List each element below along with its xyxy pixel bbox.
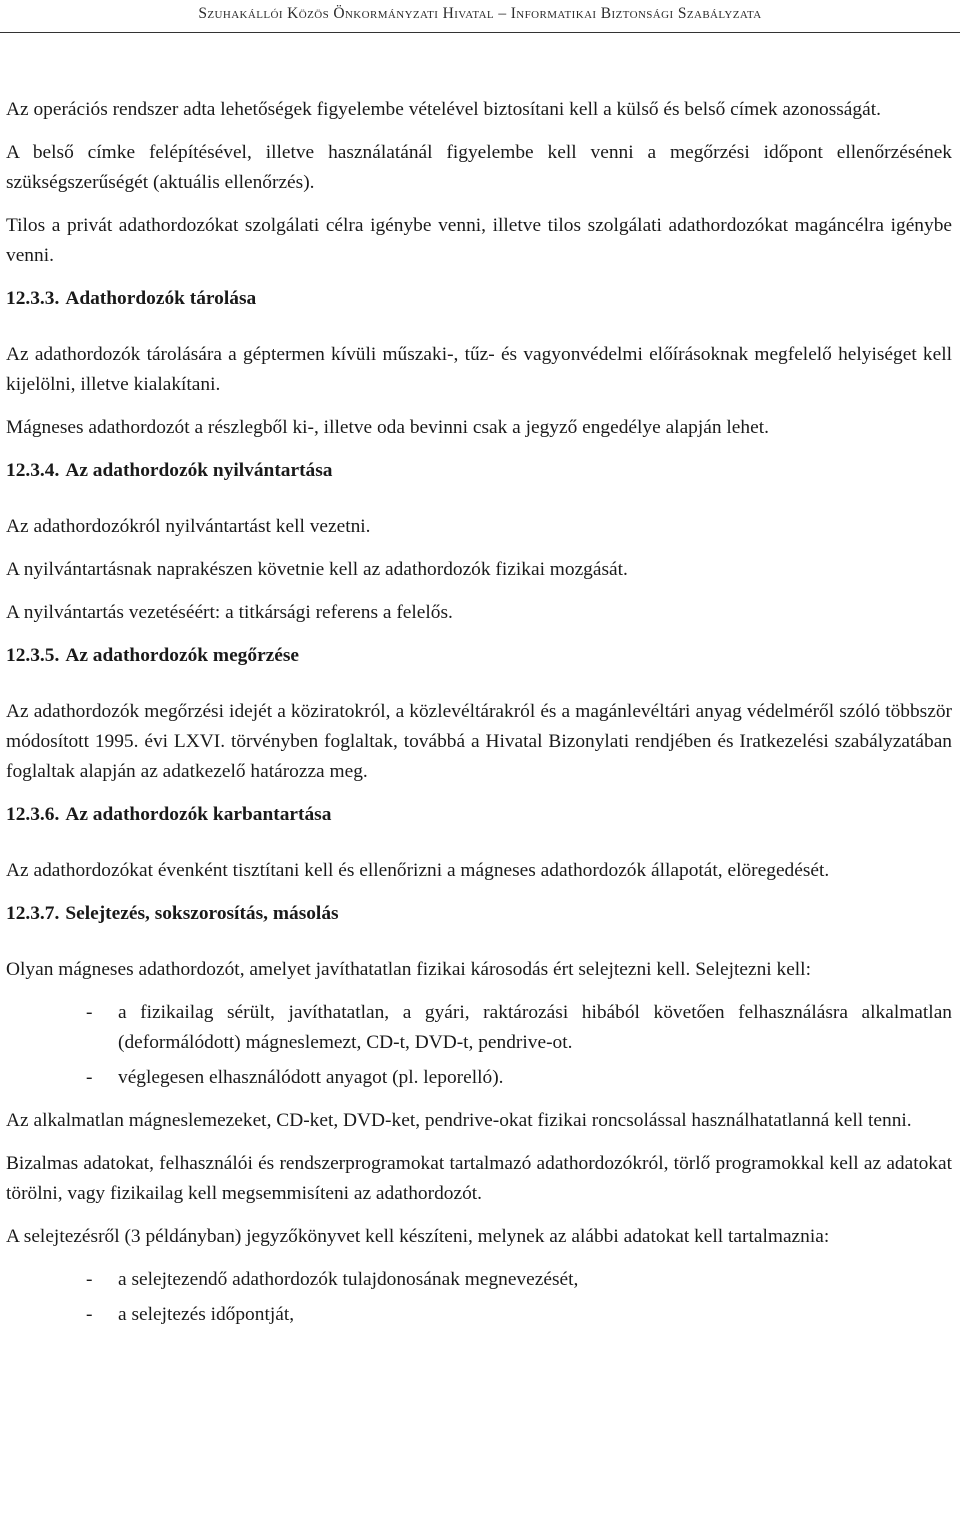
list-item-text: a selejtezendő adathordozók tulajdonosának megnevezését, [118, 1269, 579, 1290]
section-heading-12-3-3 [6, 284, 952, 314]
list-dash: - [86, 1269, 93, 1290]
paragraph: Az adathordozókat évenként tisztítani kell és ellenőrizni a mágneses adathordozók állapotát, elöregedését. [6, 860, 830, 881]
section-heading-12-3-5 [6, 641, 952, 671]
header-divider [0, 32, 960, 33]
list-item [6, 1265, 952, 1295]
paragraph: Bizalmas adatokat, felhasználói és rendszerprogramokat tartalmazó adathordozókról, törlő programokkal kell az adatokat törölni, vagy fizikailag kell megsemmisíteni az adathordozót. [6, 1153, 952, 1204]
list-dash: - [86, 1067, 93, 1088]
paragraph: A nyilvántartásnak naprakészen követnie kell az adathordozók fizikai mozgását. [6, 559, 628, 580]
paragraph: Mágneses adathordozót a részlegből ki-, illetve oda bevinni csak a jegyző engedélye alapján lehet. [6, 417, 769, 438]
list-item-text: a selejtezés időpontját, [118, 1304, 295, 1325]
paragraph: A belső címke felépítésével, illetve használatánál figyelembe kell venni a megőrzési időpont ellenőrzésének szükségszerűségét (aktuális ellenőrzés). [6, 142, 952, 193]
list-dash: - [86, 1304, 93, 1325]
list-item [6, 1300, 952, 1330]
document-title: Szuhakállói Közös Önkormányzati Hivatal – Informatikai Biztonsági Szabályzata [198, 5, 762, 22]
paragraph: Olyan mágneses adathordozót, amelyet javíthatatlan fizikai károsodás ért selejtezni kell. Selejtezni kell: [6, 959, 811, 980]
paragraph: Az adathordozókról nyilvántartást kell vezetni. [6, 516, 371, 537]
section-title: Selejtezés, sokszorosítás, másolás [65, 903, 339, 924]
section-number: 12.3.3. [6, 288, 60, 309]
dash-list [6, 1265, 952, 1330]
dash-list [6, 998, 952, 1093]
list-item [6, 1063, 952, 1093]
paragraph: Az adathordozók tárolására a géptermen kívüli műszaki-, tűz- és vagyonvédelmi előírásoknak megfelelő helyiséget kell kijelölni, illetve kialakítani. [6, 344, 952, 395]
section-number: 12.3.6. [6, 804, 60, 825]
section-title: Az adathordozók nyilvántartása [65, 460, 333, 481]
section-number: 12.3.7. [6, 903, 60, 924]
paragraph: A nyilvántartás vezetéséért: a titkársági referens a felelős. [6, 602, 453, 623]
section-heading-12-3-6 [6, 800, 952, 830]
paragraph: Az operációs rendszer adta lehetőségek figyelembe vételével biztosítani kell a külső és belső címek azonosságát. [6, 99, 881, 120]
paragraph: Tilos a privát adathordozókat szolgálati célra igénybe venni, illetve tilos szolgálati adathordozókat magáncélra igénybe venni. [6, 215, 952, 266]
section-number: 12.3.5. [6, 645, 60, 666]
section-number: 12.3.4. [6, 460, 60, 481]
section-title: Az adathordozók megőrzése [65, 645, 300, 666]
document-body [6, 95, 952, 1343]
list-dash: - [86, 1002, 93, 1023]
paragraph: Az alkalmatlan mágneslemezeket, CD-ket, DVD-ket, pendrive-okat fizikai roncsolással használhatatlanná kell tenni. [6, 1110, 912, 1131]
list-item [6, 998, 952, 1058]
paragraph: Az adathordozók megőrzési idejét a köziratokról, a közlevéltárakról és a magánlevéltári anyag védelméről szóló többször módosított 1995. évi LXVI. törvényben foglaltak, továbbá a Hivatal Bizonylati rendjében és Iratkezelési szabályzatában foglaltak alapján az adatkezelő határozza meg. [6, 701, 952, 782]
section-title: Az adathordozók karbantartása [65, 804, 332, 825]
list-item-text: véglegesen elhasználódott anyagot (pl. leporelló). [118, 1067, 504, 1088]
paragraph: A selejtezésről (3 példányban) jegyzőkönyvet kell készíteni, melynek az alábbi adatokat kell tartalmaznia: [6, 1226, 830, 1247]
section-heading-12-3-4 [6, 456, 952, 486]
list-item-text: a fizikailag sérült, javíthatatlan, a gyári, raktározási hibából követően felhasználásra alkalmatlan (deformálódott) mágneslemezt, CD-t, DVD-t, pendrive-ot. [118, 1002, 952, 1053]
section-heading-12-3-7 [6, 899, 952, 929]
page-header [0, 0, 960, 34]
section-title: Adathordozók tárolása [65, 288, 257, 309]
